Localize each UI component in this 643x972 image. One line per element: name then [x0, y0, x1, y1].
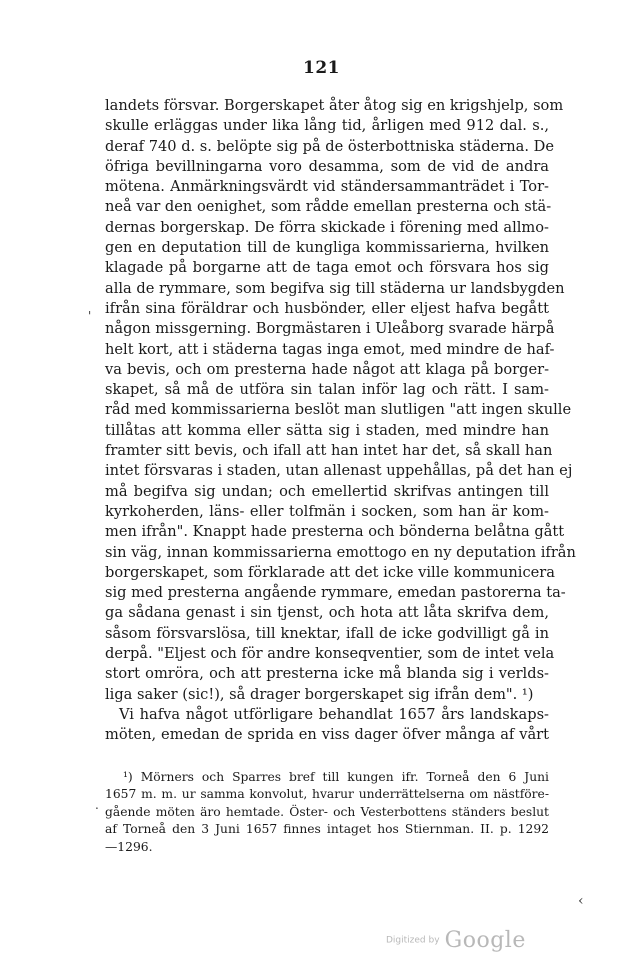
text-line: men ifrån". Knappt hade presterna och bönderna belåtna gått: [105, 523, 565, 541]
text-line: öfriga bevillningarna voro desamma, som de vid de andra: [105, 157, 549, 175]
text-line: helt kort, att i städerna tagas inga emot, med mindre de haf-: [105, 340, 555, 358]
text-line: skapet, så må de utföra sin talan inför lag och rätt. I sam-: [105, 381, 549, 399]
text-line: möten, emedan de sprida en viss dager öfver många af vårt: [105, 726, 549, 744]
text-line: kyrkoherden, läns- eller tolfmän i socken, som han är kom-: [105, 502, 549, 520]
text-line: neå var den oenighet, som rådde emellan presterna och stä-: [105, 198, 552, 216]
text-line: framter sitt bevis, och ifall att han intet har det, så skall han: [105, 442, 553, 460]
text-line: liga saker (sic!), så drager borgerskapet sig ifrån dem". ¹): [105, 685, 534, 703]
digitized-by-google-watermark: [386, 928, 526, 953]
text-line: dernas borgerskap. De förra skickade i förening med allmo-: [105, 218, 549, 236]
margin-dot-mark: .: [95, 798, 99, 812]
text-line: råd med kommissarierna beslöt man slutligen "att ingen skulle: [105, 401, 572, 419]
text-line: ga sådana genast i sin tjenst, och hota att låta skrifva dem,: [105, 604, 549, 622]
text-line: sin väg, innan kommissarierna emottogo en ny deputation ifrån: [105, 543, 576, 561]
text-line: tillåtas att komma eller sätta sig i staden, med mindre han: [105, 421, 549, 439]
text-line: landets försvar. Borgerskapet åter åtog sig en krigshjelp, som: [105, 97, 564, 114]
google-logo: Google: [444, 928, 526, 953]
footnote-block: [105, 769, 549, 856]
body-text: [105, 96, 576, 746]
text-line: derpå. "Eljest och för andre konseqventier, som de intet vela: [105, 645, 555, 663]
margin-tick-mark: ': [88, 309, 92, 323]
text-line: må begifva sig undan; och emellertid skrifvas antingen till: [105, 482, 549, 500]
footnote-line: af Torneå den 3 Juni 1657 finnes intaget hos Stiernman. II. p. 1292: [105, 822, 549, 837]
text-line: intet försvaras i staden, utan allenast uppehållas, på det han ej: [105, 462, 573, 480]
text-line: stort omröra, och att presterna icke må blanda sig i verlds-: [105, 665, 549, 683]
text-line: klagade på borgarne att de taga emot och försvara hos sig: [105, 259, 549, 277]
text-line: någon missgerning. Borgmästaren i Uleåborg svarade härpå: [105, 320, 555, 338]
footnote-line: 1657 m. m. ur samma konvolut, hvarur underrättelserna om nästföre-: [105, 787, 549, 802]
footnote-line: ¹) Mörners och Sparres bref till kungen ifr. Torneå den 6 Juni: [123, 770, 549, 784]
paragraph-start-line: Vi hafva något utförligare behandlat 1657 års landskaps-: [119, 705, 549, 723]
text-line: ifrån sina föräldrar och husbönder, eller eljest hafva begått: [105, 299, 549, 317]
text-line: va bevis, och om presterna hade något att klaga på borger-: [105, 360, 549, 378]
text-line: såsom försvarslösa, till knektar, ifall de icke godvilligt gå in: [105, 624, 549, 642]
text-line: alla de rymmare, som begifva sig till städerna ur landsbygden: [105, 279, 565, 297]
footnote-line: —1296.: [105, 839, 153, 854]
text-line: mötena. Anmärkningsvärdt vid ständersammanträdet i Tor-: [105, 178, 549, 196]
text-line: deraf 740 d. s. belöpte sig på de österbottniska städerna. De: [105, 137, 555, 155]
text-line: sig med presterna angående rymmare, emedan pastorerna ta-: [105, 584, 566, 602]
watermark-prefix: Digitized by: [386, 935, 440, 946]
footnote-line: gående möten äro hemtade. Öster- och Vesterbottens ständers beslut: [105, 804, 549, 819]
text-line: borgerskapet, som förklarade att det icke ville kommunicera: [105, 563, 555, 581]
page-number: 121: [303, 58, 340, 78]
text-line: gen en deputation till de kungliga kommissarierna, hvilken: [105, 239, 549, 257]
margin-scribble-mark: ‹: [578, 893, 584, 909]
text-line: skulle erläggas under lika lång tid, årligen med 912 dal. s.,: [105, 117, 549, 135]
